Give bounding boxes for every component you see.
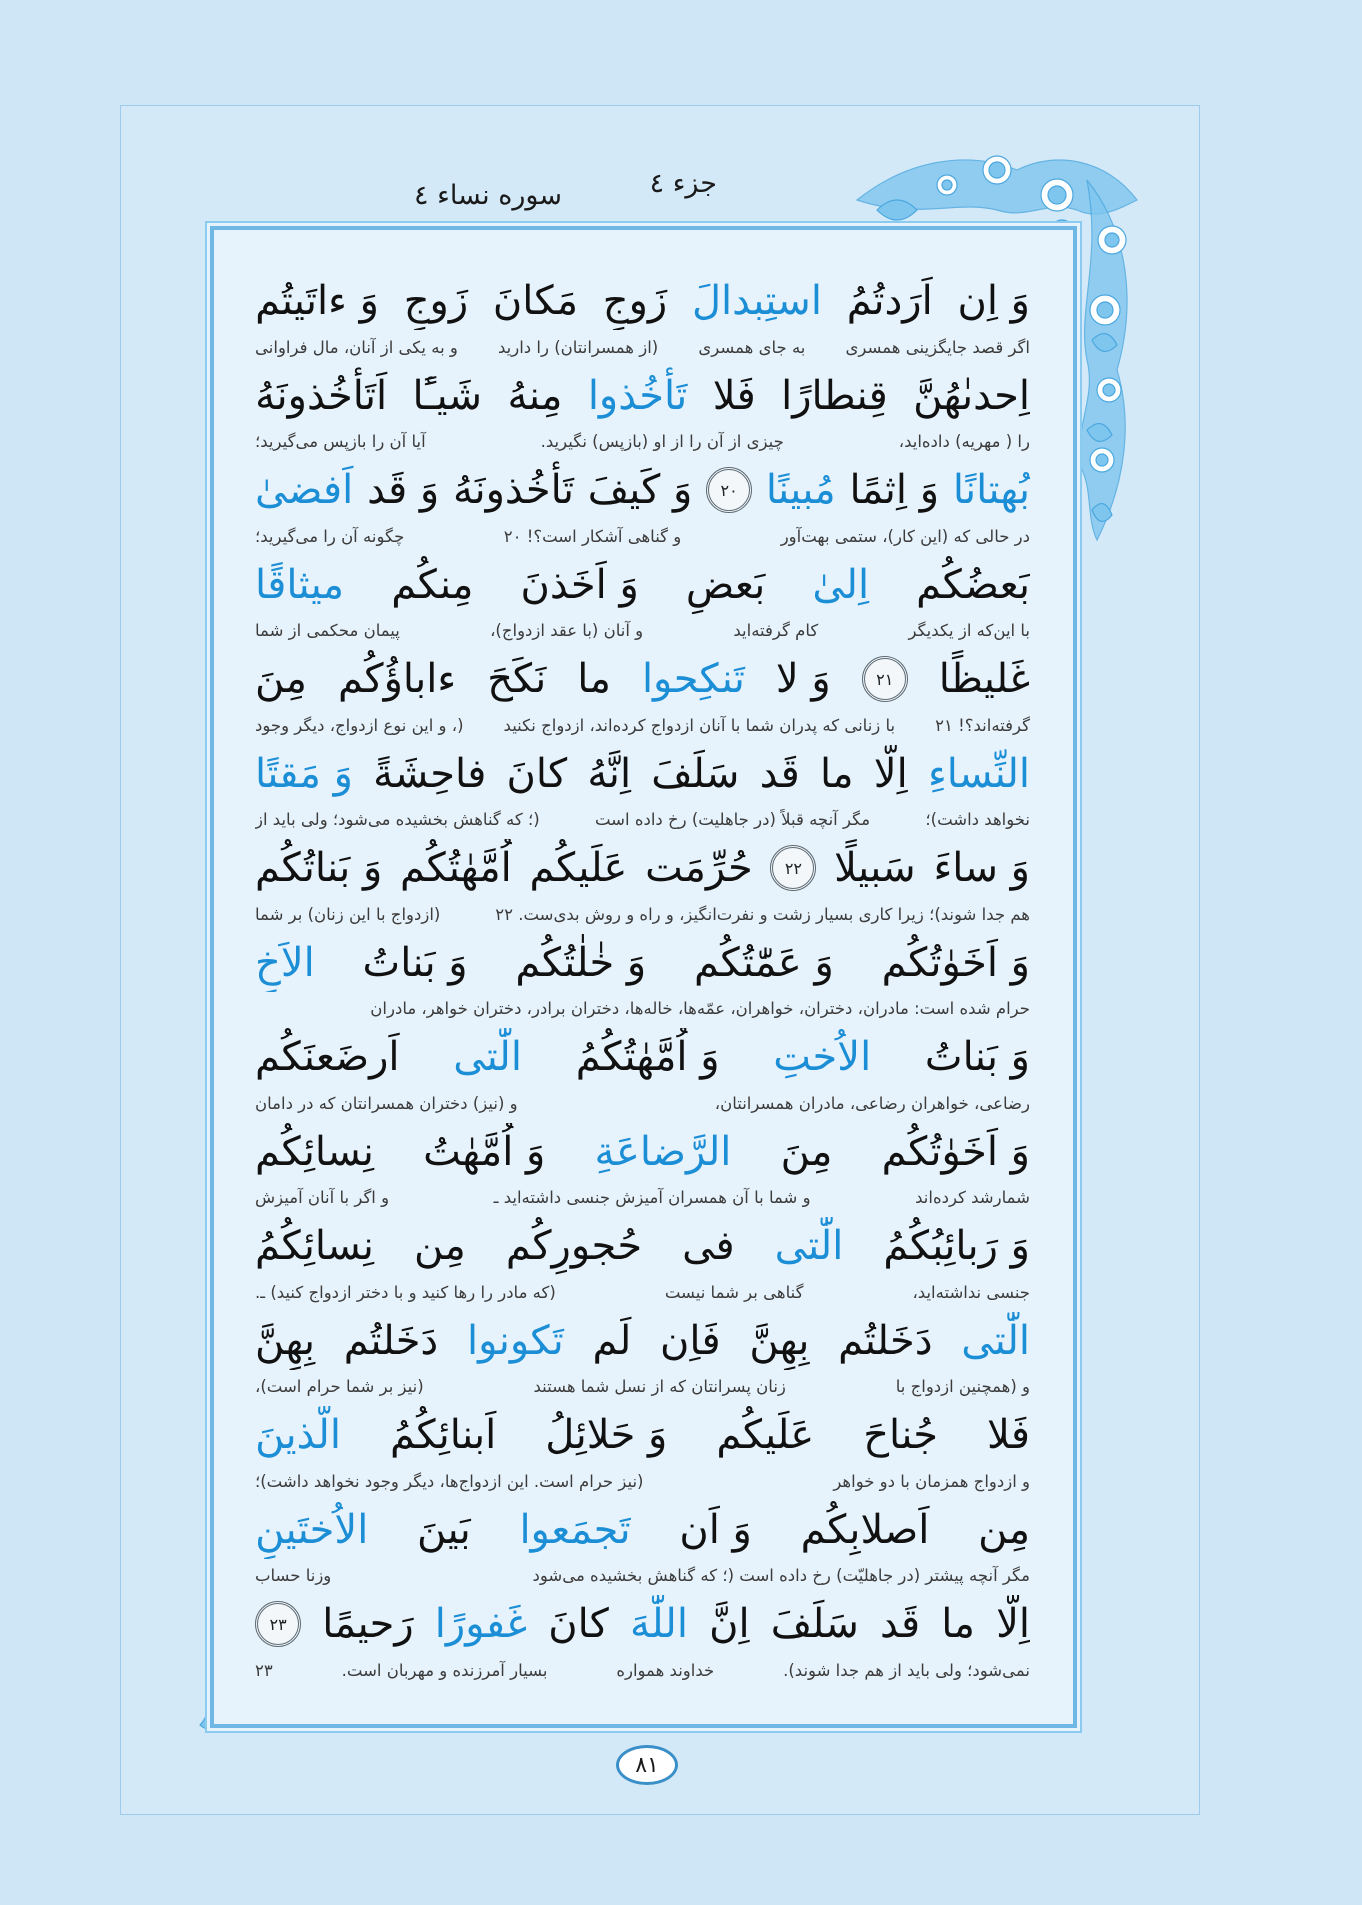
translation-segment: مگر آنچه پیشتر (در جاهلیّت) رخ داده است (؛ که گناهش بخشیده می‌شود xyxy=(532,1566,1030,1585)
persian-translation xyxy=(255,523,1030,549)
arabic-word: كانَ xyxy=(548,1601,609,1647)
arabic-word: وَ لا xyxy=(775,656,831,702)
arabic-word: تَكونوا xyxy=(466,1317,564,1364)
arabic-word: الَّذينَ xyxy=(255,1412,341,1458)
persian-translation xyxy=(255,334,1030,360)
arabic-word: جُناحَ xyxy=(863,1412,939,1458)
translation-segment: چیزی از آن را از او (بازپس) نگیرید. xyxy=(540,432,784,451)
verse-line xyxy=(255,1595,1030,1690)
translation-segment: زنان پسرانتان که از نسل شما هستند xyxy=(533,1377,786,1396)
verse-line xyxy=(255,556,1030,651)
page-number: ٨١ xyxy=(616,1745,678,1785)
arabic-word: فَلا xyxy=(987,1412,1030,1458)
translation-segment: گناهی بر شما نیست xyxy=(664,1282,804,1302)
arabic-word: فاحِشَةً xyxy=(373,750,487,797)
verse-line xyxy=(255,1501,1030,1596)
arabic-word: مِنَ xyxy=(255,656,307,702)
arabic-word: وَ اِن xyxy=(957,278,1030,324)
translation-segment: و (نیز) دختران همسرانتان که در دامان xyxy=(255,1093,518,1113)
arabic-verse xyxy=(255,650,1030,708)
arabic-word: تَأخُذوا xyxy=(587,372,688,419)
persian-translation xyxy=(255,1279,1030,1305)
translation-segment: کام گرفته‌اید xyxy=(733,621,819,640)
arabic-word: ما xyxy=(819,750,854,797)
arabic-word: بَينَ xyxy=(417,1506,471,1553)
arabic-verse xyxy=(255,1406,1030,1464)
arabic-word: بَعضُكُم xyxy=(916,561,1030,608)
persian-translation xyxy=(255,807,1030,833)
arabic-word: عَلَيكُم xyxy=(529,845,628,891)
arabic-word: اَرضَعنَكُم xyxy=(255,1034,400,1080)
translation-segment: و گناهی آشکار است؟! ٢٠ xyxy=(503,526,682,546)
arabic-word: وَ اَن xyxy=(679,1506,752,1553)
arabic-word: اَرَدتُمُ xyxy=(846,278,933,324)
arabic-word: وَ رَبائِبُكُمُ xyxy=(883,1223,1030,1269)
arabic-word: الاُختَينِ xyxy=(255,1506,369,1553)
arabic-word: غَفورًا xyxy=(434,1601,528,1647)
verse-line xyxy=(255,745,1030,840)
arabic-word: اُمَّهٰتُكُم xyxy=(400,845,512,891)
translation-segment: رضاعی، خواهران رضاعی، مادران همسرانتان، xyxy=(714,1093,1030,1113)
verse-line xyxy=(255,1028,1030,1123)
arabic-word: وَ بَناتُكُم xyxy=(255,845,383,891)
arabic-word: اِلّا xyxy=(996,1601,1030,1647)
arabic-word: لَم xyxy=(592,1317,632,1364)
arabic-word: وَ حَلائِلُ xyxy=(545,1412,668,1458)
translation-segment: را ( مهریه) داده‌اید، xyxy=(898,432,1030,451)
arabic-word: حُجورِكُم xyxy=(505,1223,643,1269)
persian-translation xyxy=(255,429,1030,455)
arabic-verse xyxy=(255,461,1030,519)
arabic-word: الرَّضاعَةِ xyxy=(594,1128,732,1175)
arabic-word: وَ اِثمًا xyxy=(849,467,940,513)
arabic-word: ما xyxy=(577,656,611,702)
arabic-word: وَ عَمّٰتُكُم xyxy=(694,939,834,986)
translation-segment: چگونه آن را می‌گیرید؛ xyxy=(255,526,405,546)
arabic-verse xyxy=(255,556,1030,614)
arabic-word: قِنطارًا xyxy=(781,372,888,419)
ayah-number-marker: ٢٢ xyxy=(770,845,816,891)
arabic-word: وَ اَخَوٰتُكُم xyxy=(881,1128,1030,1175)
verse-line xyxy=(255,367,1030,462)
translation-segment: (از همسرانتان) را دارید xyxy=(498,337,659,357)
arabic-word: زَوجٍ xyxy=(602,278,668,324)
arabic-verse xyxy=(255,1595,1030,1653)
translation-segment: نمی‌شود؛ ولی باید از هم جدا شوند). xyxy=(783,1660,1030,1680)
arabic-word: ما xyxy=(941,1601,975,1647)
verse-line xyxy=(255,272,1030,367)
translation-segment: (؛ که گناهش بخشیده می‌شود؛ ولی باید از xyxy=(255,810,540,829)
arabic-word: مِنَ xyxy=(780,1128,833,1175)
translation-segment: (نیز بر شما حرام است)، xyxy=(255,1377,424,1396)
arabic-word: سَلَفَ xyxy=(770,1601,859,1647)
arabic-word: وَ اُمَّهٰتُ xyxy=(423,1128,546,1175)
arabic-word: استِبدالَ xyxy=(691,278,822,324)
arabic-word: اللّٰهَ xyxy=(629,1601,688,1647)
persian-translation xyxy=(255,996,1030,1022)
arabic-word: وَ بَناتُ xyxy=(362,939,468,986)
arabic-word: نَكَحَ xyxy=(487,656,547,702)
arabic-word: نِسائِكُم xyxy=(255,1128,374,1175)
verse-line xyxy=(255,1312,1030,1407)
persian-translation xyxy=(255,1563,1030,1589)
arabic-word: مِن xyxy=(413,1223,466,1269)
arabic-word: الّٰتى xyxy=(774,1223,844,1269)
arabic-word: اَفضىٰ xyxy=(255,467,354,513)
translation-segment: وزنا حساب xyxy=(255,1566,332,1585)
arabic-word: تَجمَعوا xyxy=(519,1506,631,1553)
translation-segment: ٢٣ xyxy=(255,1660,273,1680)
translation-segment: و به یکی از آنان، مال فراوانی xyxy=(255,337,458,357)
arabic-word: الّٰتى xyxy=(453,1034,522,1080)
translation-segment: نخواهد داشت)؛ xyxy=(925,810,1030,829)
arabic-word: وَ اَخَوٰتُكُم xyxy=(881,939,1030,986)
arabic-word: رَحيمًا xyxy=(322,1601,414,1647)
arabic-verse xyxy=(255,1028,1030,1086)
arabic-word: ءاباؤُكُم xyxy=(337,656,457,702)
arabic-verse xyxy=(255,1217,1030,1275)
arabic-word: وَ قَد xyxy=(367,467,440,513)
arabic-word: اِلّا xyxy=(873,750,908,797)
arabic-word: وَ اُمَّهٰتُكُمُ xyxy=(575,1034,720,1080)
arabic-verse xyxy=(255,272,1030,330)
translation-segment: و ازدواج همزمان با دو خواهر xyxy=(833,1471,1030,1491)
arabic-word: غَليظًا xyxy=(938,656,1030,702)
translation-segment: (ازدواج با این زنان) بر شما xyxy=(255,904,441,924)
arabic-word: الاُختِ xyxy=(773,1034,872,1080)
arabic-word: وَ ساءَ xyxy=(933,845,1030,891)
translation-segment: جنسی نداشته‌اید، xyxy=(912,1282,1030,1302)
translation-segment: مگر آنچه قبلاً (در جاهلیت) رخ داده است xyxy=(594,810,871,829)
translation-segment: (که مادر را رها کنید و با دختر ازدواج کنید) ـ. xyxy=(255,1282,556,1302)
translation-segment: آیا آن را بازپس می‌گیرید؛ xyxy=(255,432,426,451)
ayah-number-marker: ٢٣ xyxy=(255,1601,301,1647)
verse-line xyxy=(255,934,1030,1029)
page-number-badge xyxy=(604,1740,684,1790)
translation-segment: و شما با آن همسران آمیزش جنسی داشته‌اید ـ xyxy=(493,1188,811,1207)
arabic-verse xyxy=(255,1123,1030,1181)
verse-line xyxy=(255,461,1030,556)
arabic-verse xyxy=(255,745,1030,803)
verse-content xyxy=(255,272,1030,1712)
arabic-word: حُرِّمَت xyxy=(645,845,753,891)
translation-segment: هم جدا شوند)؛ زیرا کاری بسیار زشت و نفرت‌انگیز، و راه و روش بدی‌ست. ٢٢ xyxy=(495,904,1030,924)
arabic-word: مُبينًا xyxy=(765,467,836,513)
arabic-word: زَوجٍ xyxy=(403,278,469,324)
translation-segment: بسیار آمرزنده و مهربان است. xyxy=(341,1660,548,1680)
arabic-word: بَعضٍ xyxy=(685,561,766,608)
arabic-word: الّٰتى xyxy=(961,1317,1030,1364)
arabic-word: اِنَّهُ xyxy=(587,750,632,797)
arabic-word: وَ كَيفَ xyxy=(587,467,693,513)
arabic-word: دَخَلتُم xyxy=(343,1317,439,1364)
arabic-word: وَ اَخَذنَ xyxy=(520,561,639,608)
arabic-word: تَنكِحوا xyxy=(641,656,745,702)
persian-translation xyxy=(255,1657,1030,1683)
arabic-word: ميثاقًا xyxy=(255,561,345,608)
arabic-word: وَ خٰلٰتُكُم xyxy=(515,939,647,986)
arabic-word: سَبيلًا xyxy=(834,845,916,891)
arabic-word: اَبنائِكُمُ xyxy=(389,1412,497,1458)
verse-line xyxy=(255,1123,1030,1218)
arabic-verse xyxy=(255,839,1030,897)
arabic-word: اَصلابِكُم xyxy=(800,1506,930,1553)
arabic-word: سَلَفَ xyxy=(651,750,740,797)
translation-segment: پیمان محکمی از شما xyxy=(255,621,400,640)
arabic-verse xyxy=(255,1312,1030,1370)
verse-line xyxy=(255,839,1030,934)
verse-line xyxy=(255,1406,1030,1501)
arabic-word: بِهِنَّ xyxy=(255,1317,316,1364)
translation-segment: با این‌که از یکدیگر xyxy=(908,621,1030,640)
persian-translation xyxy=(255,1374,1030,1400)
persian-translation xyxy=(255,1185,1030,1211)
translation-segment: خداوند همواره xyxy=(616,1660,715,1680)
persian-translation xyxy=(255,712,1030,738)
arabic-word: نِسائِكُمُ xyxy=(255,1223,374,1269)
persian-translation xyxy=(255,901,1030,927)
translation-segment: با زنانی که پدران شما با آنان ازدواج کرده‌اند، ازدواج نکنید xyxy=(503,715,896,735)
arabic-word: مِنكُم xyxy=(391,561,474,608)
arabic-word: اِنَّ xyxy=(709,1601,750,1647)
arabic-word: كانَ xyxy=(506,750,568,797)
ayah-number-marker: ٢٠ xyxy=(706,467,752,513)
translation-segment: گرفته‌اند؟! ٢١ xyxy=(935,715,1030,735)
translation-segment: شمارشد کرده‌اند xyxy=(915,1188,1030,1207)
translation-segment: (، و این نوع ازدواج، دیگر وجود xyxy=(255,715,464,735)
arabic-word: عَلَيكُم xyxy=(716,1412,815,1458)
arabic-word: قَد xyxy=(880,1601,921,1647)
arabic-word: اِلىٰ xyxy=(812,561,870,608)
arabic-word: فى xyxy=(682,1223,735,1269)
arabic-verse xyxy=(255,934,1030,992)
persian-translation xyxy=(255,1468,1030,1494)
verse-line xyxy=(255,1217,1030,1312)
arabic-word: شَيـًٔا xyxy=(412,372,483,419)
arabic-word: وَ ءاتَيتُم xyxy=(255,278,379,324)
translation-segment: حرام شده است: مادران، دختران، خواهران، عمّه‌ها، خاله‌ها، دختران برادر، دختران خواهر، مادران xyxy=(370,999,1030,1018)
arabic-word: وَ بَناتُ xyxy=(924,1034,1030,1080)
translation-segment: و اگر با آنان آمیزش xyxy=(255,1188,390,1207)
arabic-word: مِنهُ xyxy=(507,372,563,419)
arabic-word: فَاِن xyxy=(659,1317,721,1364)
arabic-word: قَد xyxy=(759,750,800,797)
arabic-word: النِّساءِ xyxy=(927,750,1030,797)
arabic-word: بُهتانًا xyxy=(952,467,1030,513)
surah-label: سوره نساء ٤ xyxy=(414,180,562,211)
translation-segment: و (همچنین ازدواج با xyxy=(895,1377,1030,1396)
translation-segment: به جای همسری xyxy=(698,337,806,357)
arabic-word: مَكانَ xyxy=(492,278,578,324)
arabic-word: اِحدىٰهُنَّ xyxy=(913,372,1030,419)
arabic-word: وَ مَقتًا xyxy=(255,750,353,797)
arabic-word: الاَخِ xyxy=(255,939,315,986)
arabic-word: مِن xyxy=(978,1506,1030,1553)
ayah-number-marker: ٢١ xyxy=(862,656,908,702)
juz-label: جزء ٤ xyxy=(649,168,717,199)
arabic-verse xyxy=(255,1501,1030,1559)
arabic-verse xyxy=(255,367,1030,425)
persian-translation xyxy=(255,1090,1030,1116)
translation-segment: اگر قصد جایگزینی همسری xyxy=(845,337,1030,357)
verse-line xyxy=(255,650,1030,745)
arabic-word: بِهِنَّ xyxy=(749,1317,810,1364)
translation-segment: و آنان (با عقد ازدواج)، xyxy=(490,621,644,640)
translation-segment: در حالی که (این کار)، ستمی بهت‌آور xyxy=(780,526,1030,546)
arabic-word: تَأخُذونَهُ xyxy=(453,467,574,513)
translation-segment: (نیز حرام است. این ازدواج‌ها، دیگر وجود نخواهد داشت)؛ xyxy=(255,1471,644,1491)
arabic-word: اَتَأخُذونَهُ xyxy=(255,372,388,419)
arabic-word: فَلا xyxy=(712,372,756,419)
arabic-word: دَخَلتُم xyxy=(838,1317,933,1364)
persian-translation xyxy=(255,618,1030,644)
